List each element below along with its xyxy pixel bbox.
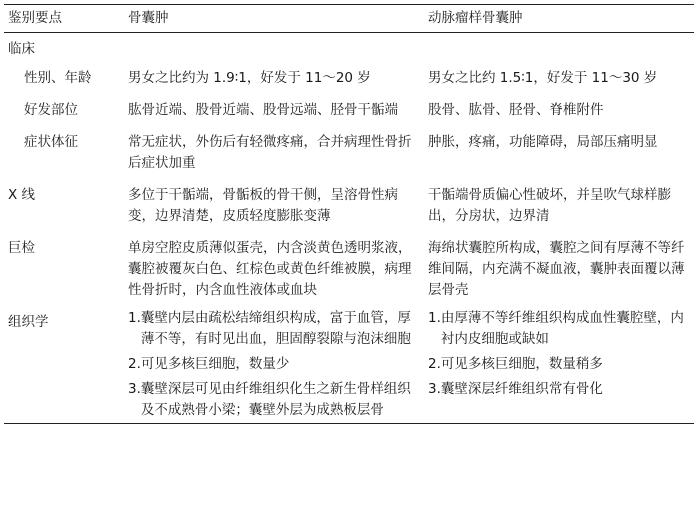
section-label-clinical: 临床	[8, 41, 35, 57]
item-text: 囊壁深层可见由纤维组织化生之新生骨样组织及不成熟骨小梁；囊壁外层为成熟板层骨	[140, 381, 411, 418]
item-number: 3.	[128, 381, 141, 397]
row-label: 症状体征	[24, 134, 78, 150]
comparison-table	[4, 4, 694, 424]
row-label: 巨检	[8, 240, 35, 256]
cell-abc: 男女之比约 1.5∶1，好发于 11～30 岁	[428, 70, 658, 86]
table-row	[4, 179, 694, 232]
item-text: 可见多核巨细胞，数量稍多	[440, 356, 603, 372]
header-criteria: 鉴别要点	[8, 9, 62, 26]
table-row	[4, 94, 694, 126]
table-row	[4, 126, 694, 179]
row-label: 组织学	[8, 314, 49, 330]
cell-abc: 股骨、肱骨、胫骨、脊椎附件	[428, 102, 604, 118]
cell-abc: 肿胀，疼痛，功能障碍，局部压痛明显	[428, 134, 658, 150]
row-label: 好发部位	[24, 102, 78, 118]
item-number: 2.	[428, 356, 441, 372]
cell-bone-cyst: 单房空腔皮质薄似蛋壳，内含淡黄色透明浆液，囊腔被覆灰白色、红棕色或黄色纤维被膜，病理性骨折时，内含血性液体或血块	[128, 240, 412, 298]
cell-bone-cyst: 多位于干骺端，骨骺板的骨干侧，呈溶骨性病变，边界清楚，皮质轻度膨胀变薄	[128, 187, 398, 224]
header-row	[4, 5, 694, 33]
header-aneurysmal-bone-cyst: 动脉瘤样骨囊肿	[428, 9, 523, 26]
cell-abc: 海绵状囊腔所构成，囊腔之间有厚薄不等纤维间隔，内充满不凝血液，囊肿表面覆以薄层骨壳	[428, 240, 685, 298]
cell-bone-cyst: 肱骨近端、股骨近端、股骨远端、胫骨干骺端	[128, 102, 398, 118]
cell-bone-cyst: 常无症状，外伤后有轻微疼痛，合并病理性骨折后症状加重	[128, 134, 412, 171]
table-row	[4, 62, 694, 94]
cell-bone-cyst	[124, 377, 424, 424]
cell-bone-cyst: 男女之比约为 1.9∶1，好发于 11～20 岁	[128, 70, 371, 86]
header-bone-cyst: 骨囊肿	[128, 9, 169, 26]
cell-abc	[424, 306, 694, 352]
item-number: 2.	[128, 356, 141, 372]
item-number: 3.	[428, 381, 441, 397]
row-label: 性别、年龄	[24, 70, 92, 86]
item-text: 由厚薄不等纤维组织构成血性囊腔壁，内衬内皮细胞或缺如	[440, 310, 684, 347]
cell-bone-cyst	[124, 352, 424, 377]
row-label: X 线	[8, 187, 36, 203]
section-row-clinical	[4, 33, 694, 63]
item-text: 囊壁深层纤维组织常有骨化	[440, 381, 603, 397]
cell-abc	[424, 377, 694, 424]
cell-bone-cyst	[124, 306, 424, 352]
item-text: 可见多核巨细胞，数量少	[140, 356, 290, 372]
table-row	[4, 306, 694, 352]
item-number: 1.	[128, 310, 141, 326]
item-text: 囊壁内层由疏松结缔组织构成，富于血管，厚薄不等，有时见出血，胆固醇裂隙与泡沫细胞	[140, 310, 411, 347]
item-number: 1.	[428, 310, 441, 326]
cell-abc: 干骺端骨质偏心性破坏，并呈吹气球样膨出，分房状，边界清	[428, 187, 671, 224]
cell-abc	[424, 352, 694, 377]
table-row	[4, 232, 694, 306]
